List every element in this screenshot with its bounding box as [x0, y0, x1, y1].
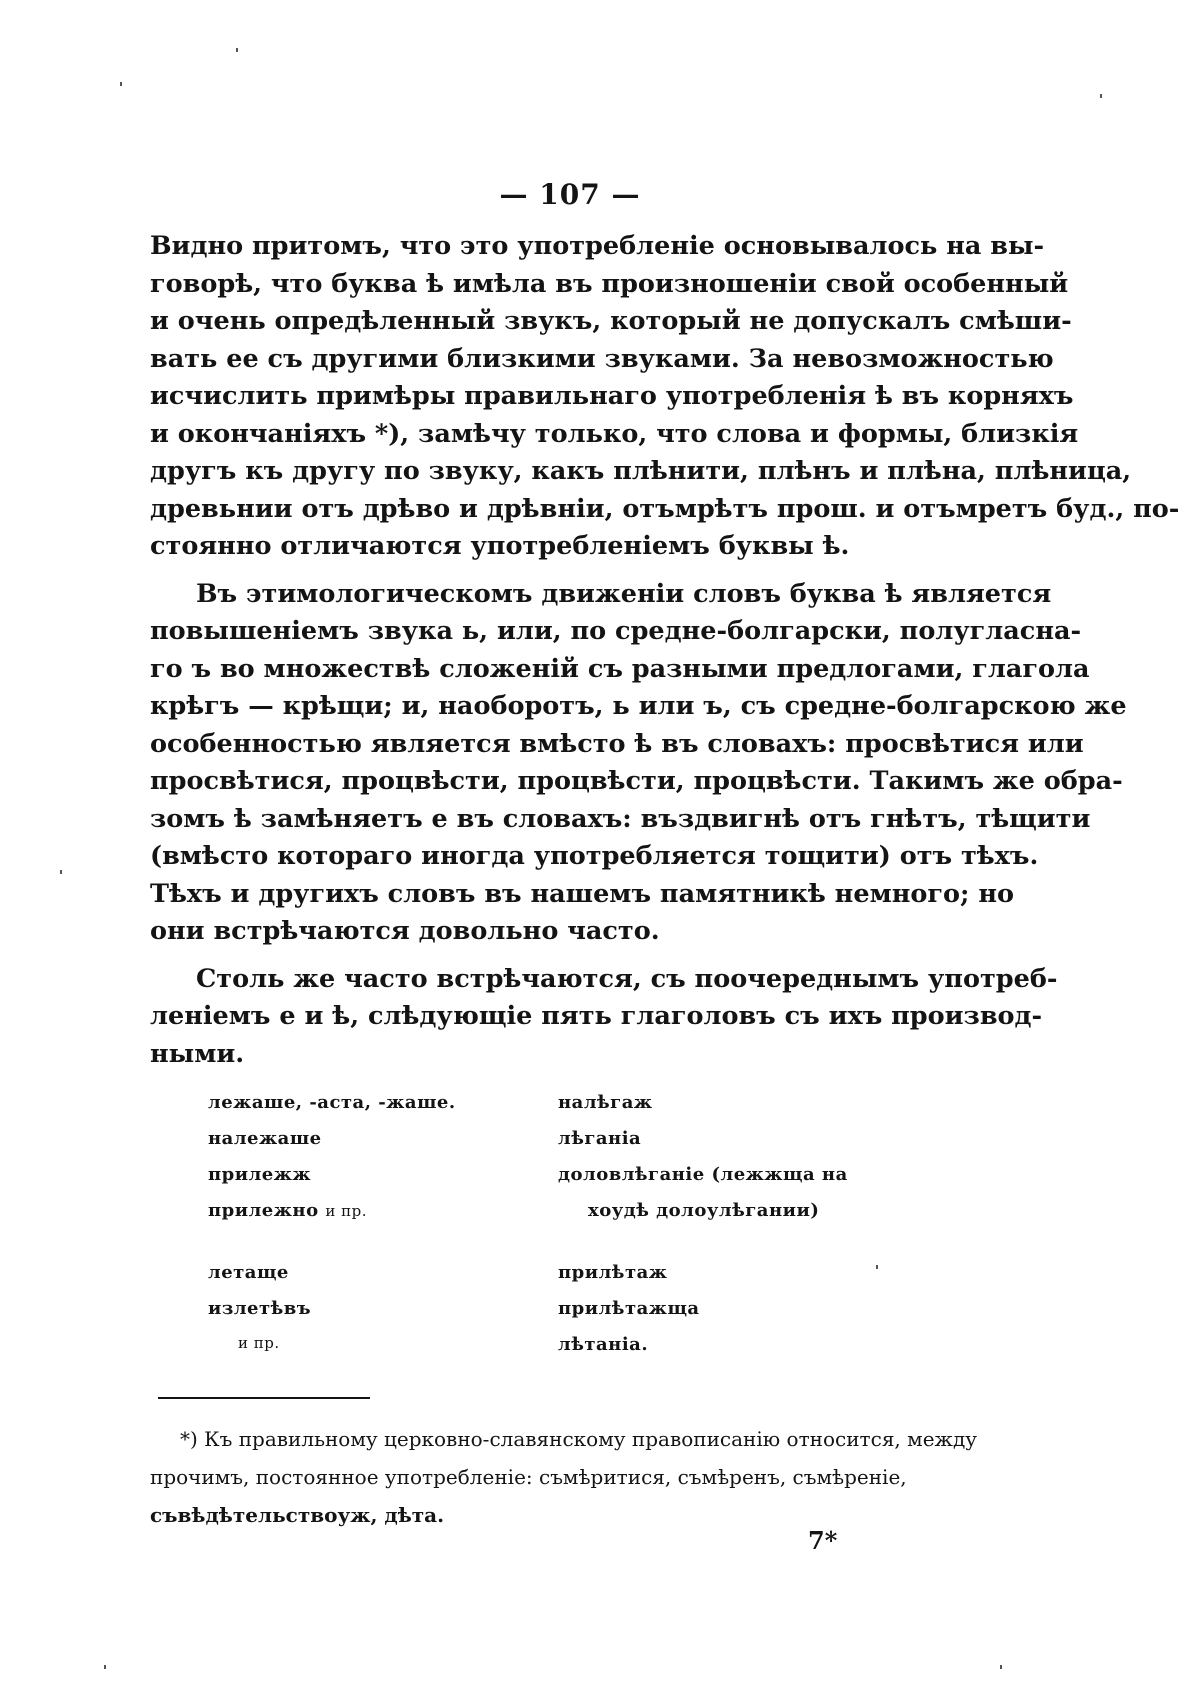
footnote-line: прочимъ, постоянное употребленіе: съмѣритися, съмѣренъ, съмѣреніе,: [150, 1465, 907, 1489]
text-line: Столь же часто встрѣчаются, съ поочереднымъ употреб-: [196, 963, 1058, 994]
text-line: ными.: [150, 1038, 245, 1069]
example-row: [208, 1334, 908, 1370]
footnote: [150, 1420, 978, 1534]
scan-speck: [120, 82, 122, 86]
paragraph-2: [150, 576, 1127, 951]
text-line: говорѣ, что буква ѣ имѣла въ произношеніи свой особенный: [150, 268, 1069, 299]
text-line: го ъ во множествѣ сложеній съ разными предлогами, глагола: [150, 653, 1090, 684]
text-line: Тѣхъ и другихъ словъ въ нашемъ памятникѣ немного; но: [150, 878, 1014, 909]
example-group-2: [208, 1262, 908, 1370]
example-word-list: [208, 1092, 908, 1370]
example-left: [208, 1200, 367, 1221]
signature-mark: 7*: [808, 1526, 838, 1555]
scan-speck: [1100, 94, 1102, 98]
example-left: прилежж: [208, 1164, 312, 1185]
example-row: [208, 1298, 908, 1334]
text-line: Видно притомъ, что это употребленіе основывалось на вы-: [150, 231, 1045, 261]
text-line: особенностью является вмѣсто ѣ въ словахъ: просвѣтися или: [150, 728, 1084, 759]
scan-speck: [876, 1265, 878, 1269]
text-line: другъ къ другу по звуку, какъ плѣнити, плѣнъ и плѣна, плѣница,: [150, 456, 1132, 486]
example-row: [208, 1128, 908, 1164]
text-line: стоянно отличаются употребленіемъ буквы ѣ.: [150, 531, 850, 561]
text-line: зомъ ѣ замѣняетъ е въ словахъ: въздвигнѣ отъ гнѣтъ, тѣщити: [150, 803, 1091, 834]
example-right: прилѣтажща: [558, 1298, 700, 1319]
footnote-line: *) Къ правильному церковно-славянскому правописанію относится, между: [180, 1427, 978, 1451]
footnote-line: съвѣдѣтельствоуж, дѣта.: [150, 1503, 445, 1527]
text-line: они встрѣчаются довольно часто.: [150, 916, 660, 946]
example-left: излетѣвъ: [208, 1298, 312, 1319]
example-left: летаще: [208, 1262, 289, 1283]
example-row: [208, 1164, 908, 1200]
example-group-1: [208, 1092, 908, 1236]
example-right: лѣтаніа.: [558, 1334, 649, 1355]
text-line: просвѣтися, процвѣсти, процвѣсти, процвѣсти. Такимъ же обра-: [150, 766, 1123, 796]
text-line: вать ее съ другими близкими звуками. За невозможностью: [150, 343, 1054, 374]
paragraph-3: [150, 961, 1058, 1074]
scan-speck: [104, 1665, 106, 1669]
example-right: доловлѣганіе (лежжща на: [558, 1164, 848, 1185]
text-line: и окончаніяхъ *), замѣчу только, что слова и формы, близкія: [150, 418, 1079, 449]
example-word: прилежно: [208, 1200, 319, 1221]
text-line: Въ этимологическомъ движеніи словъ буква ѣ является: [196, 578, 1052, 609]
text-line: исчислить примѣры правильнаго употребленія ѣ въ корняхъ: [150, 381, 1074, 411]
scan-speck: [60, 870, 62, 874]
text-line: древьнии отъ дрѣво и дрѣвніи, отъмрѣтъ прош. и отъмретъ буд., по-: [150, 493, 1179, 524]
example-left: и пр.: [238, 1334, 280, 1352]
text-line: леніемъ е и ѣ, слѣдующіе пять глаголовъ съ ихъ производ-: [150, 1001, 1043, 1031]
scan-speck: [1000, 1665, 1002, 1669]
scan-speck: [236, 48, 238, 52]
text-line: крѣгъ — крѣщи; и, наоборотъ, ь или ъ, съ средне-болгарскою же: [150, 691, 1127, 721]
example-row: [208, 1092, 908, 1128]
footnote-rule: [158, 1397, 370, 1399]
example-row: [208, 1262, 908, 1298]
example-right: прилѣтаж: [558, 1262, 668, 1283]
example-row: [208, 1200, 908, 1236]
text-line: повышеніемъ звука ь, или, по средне-болгарски, полугласна-: [150, 616, 1082, 646]
example-note: и пр.: [325, 1202, 368, 1220]
example-left: лежаше, -аста, -жаше.: [208, 1092, 456, 1113]
example-right: лѣганіа: [558, 1128, 642, 1149]
example-right: хоудѣ долоулѣгании): [588, 1200, 820, 1221]
text-line: и очень опредѣленный звукъ, который не допускалъ смѣши-: [150, 306, 1072, 336]
paragraph-1: [150, 228, 1179, 566]
text-line: (вмѣсто котораго иногда употребляется тощити) отъ тѣхъ.: [150, 841, 1039, 871]
example-right: налѣгаж: [558, 1092, 653, 1113]
page-number: — 107 —: [499, 178, 641, 211]
example-left: належаше: [208, 1128, 322, 1149]
main-text: [150, 228, 1179, 1073]
